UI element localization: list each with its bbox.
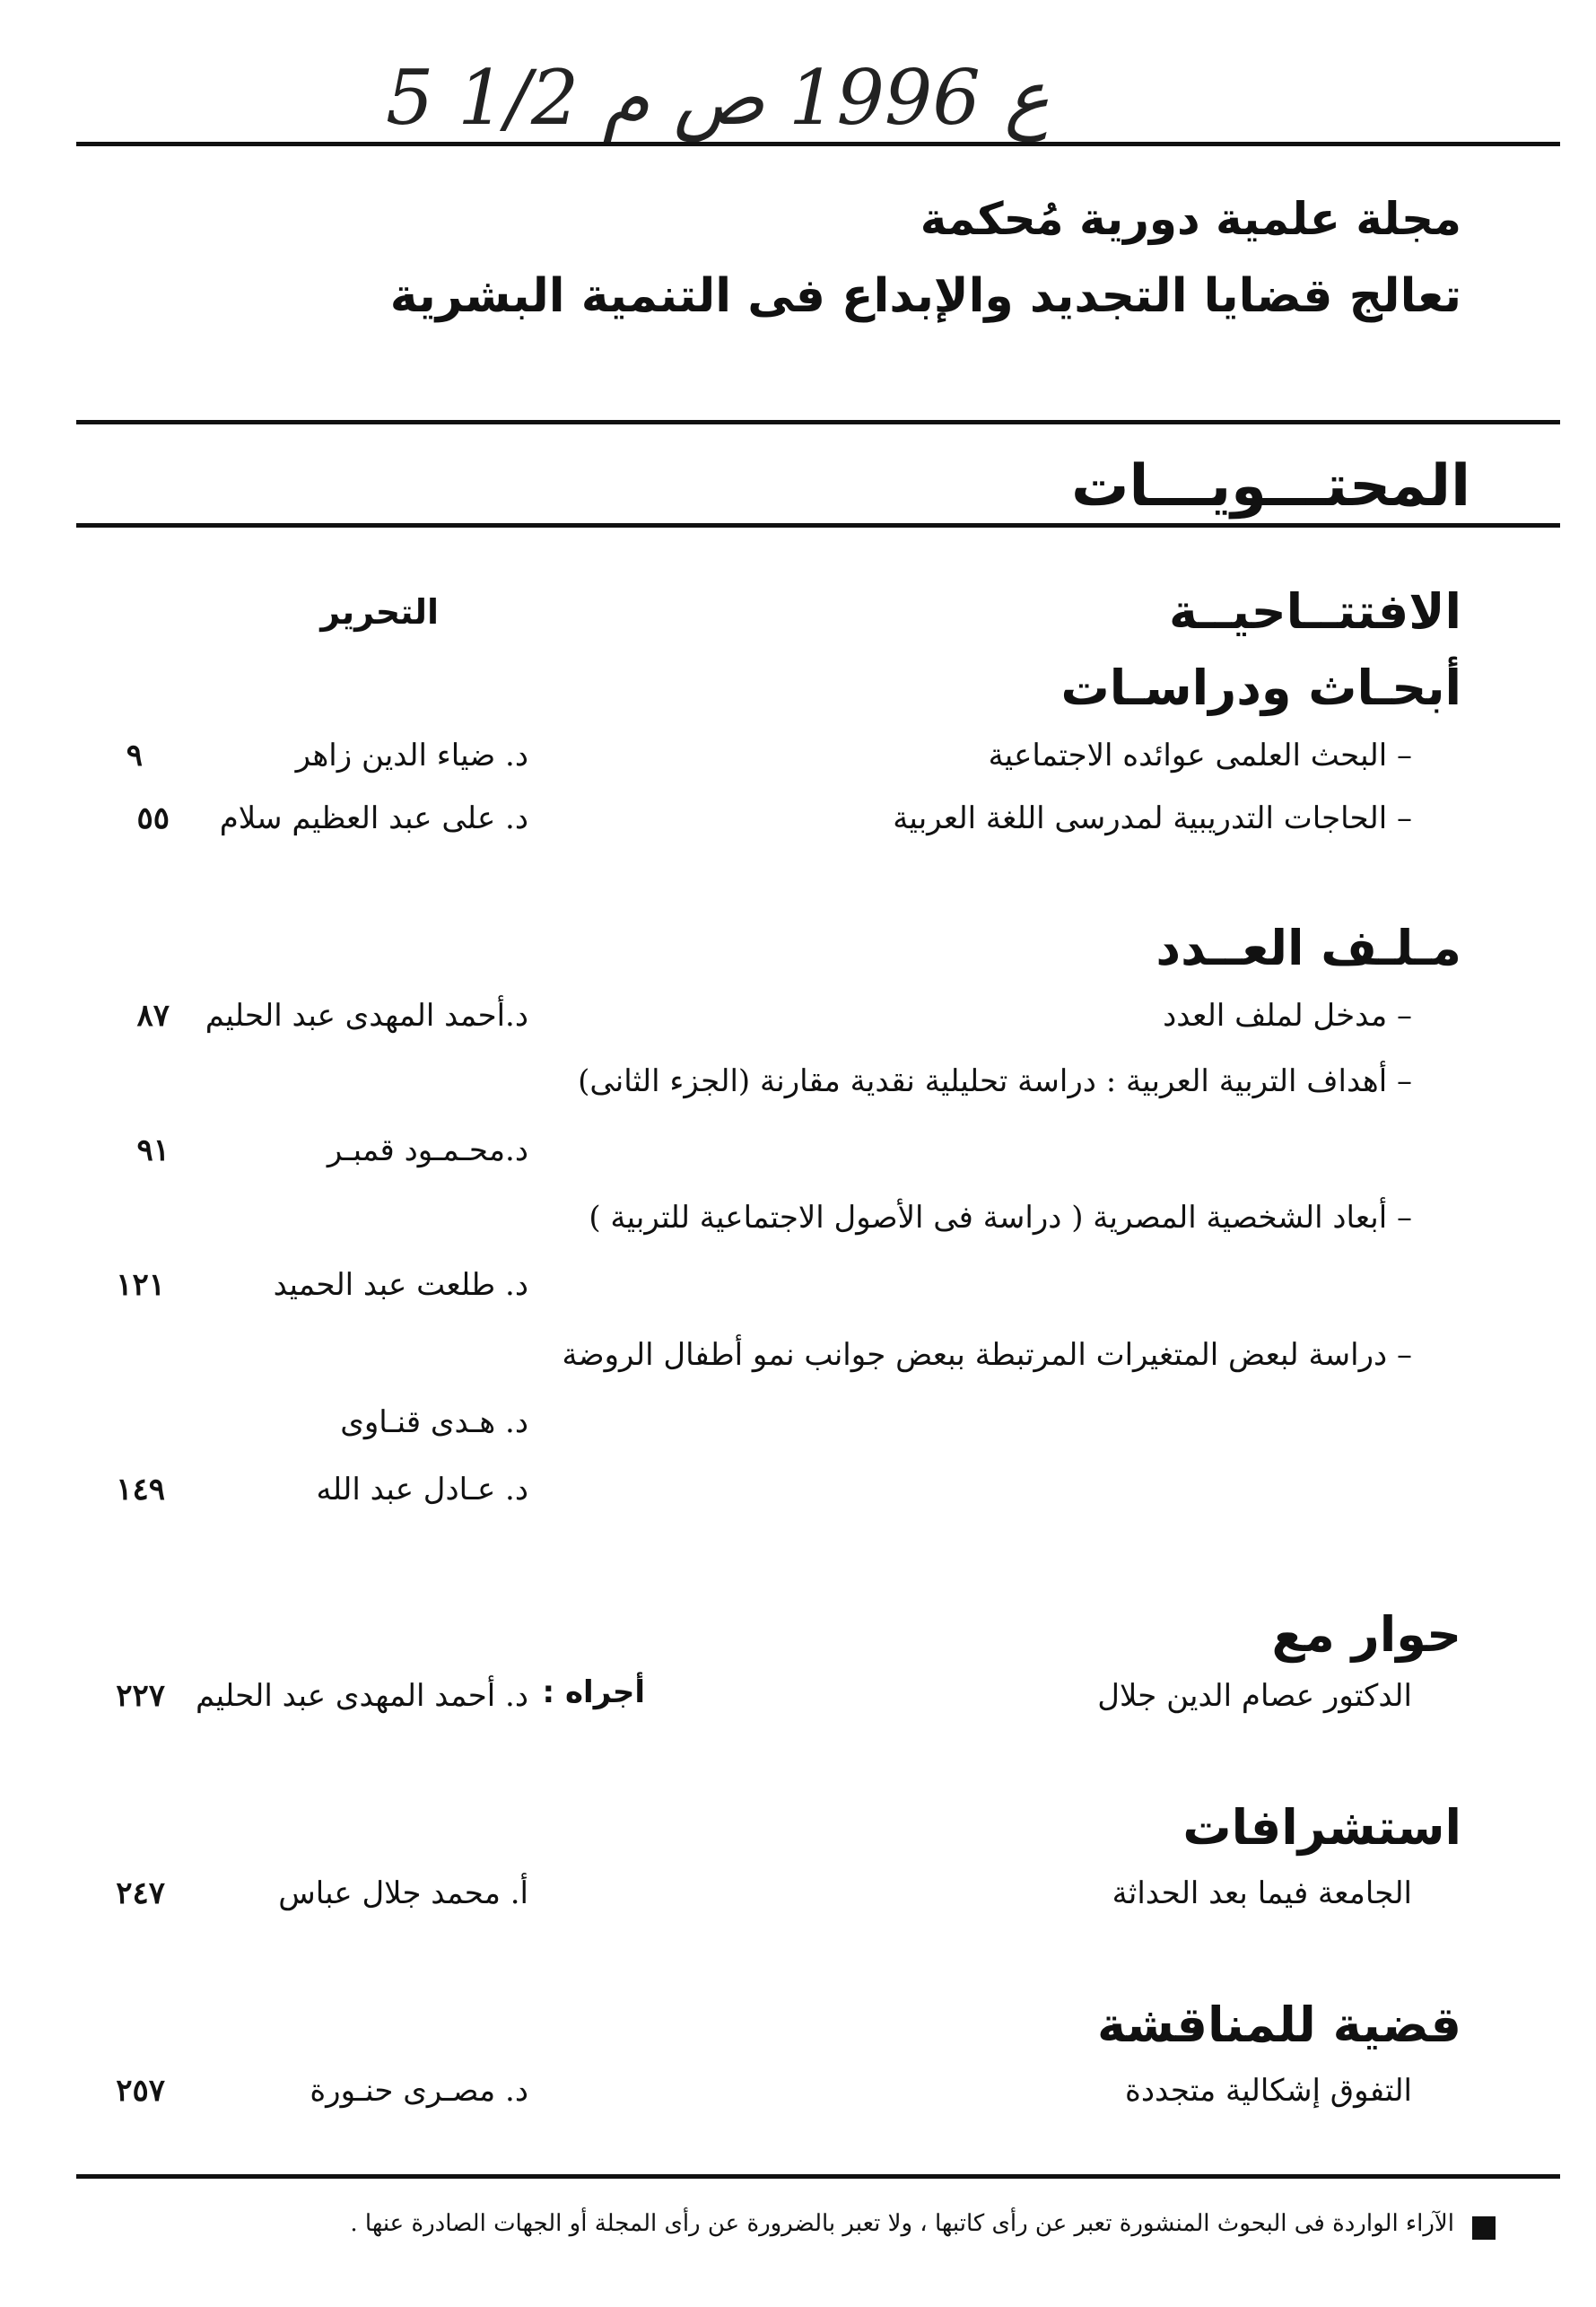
- entry-author: د. عـادل عبد الله: [316, 1472, 528, 1507]
- entry-author: د. مصـرى حنـورة: [310, 2073, 528, 2109]
- contents-heading: المحتـــويـــات: [1071, 453, 1470, 520]
- entry-author: د. هـدى قنـاوى: [340, 1404, 528, 1440]
- section-issue-file: مـلـف العــدد: [1156, 920, 1461, 976]
- square-bullet-icon: [1472, 2216, 1496, 2240]
- entry-title: – الحاجات التدريبية لمدرسى اللغة العربية: [893, 800, 1412, 836]
- section-research: أبحـاث ودراسـات: [1060, 660, 1461, 716]
- editorial-author: التحرير: [320, 592, 439, 632]
- entry-title: – البحث العلمى عوائده الاجتماعية: [988, 738, 1412, 773]
- entry-author: د. طلعت عبد الحميد: [273, 1267, 528, 1303]
- masthead-rule: [76, 420, 1560, 424]
- entry-page: ٩: [126, 738, 143, 773]
- entry-title: – مدخل لملف العدد: [1163, 998, 1412, 1034]
- footer-rule: [76, 2174, 1560, 2179]
- entry-author: أ. محمد جلال عباس: [278, 1875, 528, 1911]
- entry-author: د.أحمد المهدى عبد الحليم: [205, 998, 528, 1034]
- handwritten-note: 5 ع 1996 ص م 1/2: [386, 54, 1050, 142]
- section-editorial: الافتتــاحيــة: [1169, 583, 1461, 640]
- entry-title: – دراسة لبعض المتغيرات المرتبطة ببعض جوانب نمو أطفال الروضة: [562, 1337, 1412, 1373]
- entry-page: ٨٧: [136, 998, 170, 1034]
- entry-page: ٢٤٧: [116, 1875, 165, 1911]
- entry-author: د. أحمد المهدى عبد الحليم: [195, 1678, 528, 1714]
- contents-rule: [76, 523, 1560, 528]
- top-rule: [76, 142, 1560, 146]
- entry-author: د. على عبد العظيم سلام: [219, 800, 528, 836]
- entry-title: الجامعة فيما بعد الحداثة: [1112, 1875, 1412, 1911]
- entry-author: د.محـمـود قمبـر: [327, 1132, 528, 1168]
- entry-title: الدكتور عصام الدين جلال: [1097, 1678, 1412, 1714]
- entry-title: – أهداف التربية العربية : دراسة تحليلية نقدية مقارنة (الجزء الثانى): [578, 1063, 1412, 1099]
- masthead-line2: تعالج قضايا التجديد والإبداع فى التنمية البشرية: [389, 269, 1461, 323]
- entry-page: ٩١: [136, 1132, 170, 1168]
- entry-title: – أبعاد الشخصية المصرية ( دراسة فى الأصول الاجتماعية للتربية ): [589, 1200, 1412, 1236]
- section-interview: حوار مع: [1271, 1606, 1461, 1663]
- entry-page: ١٤٩: [116, 1472, 165, 1507]
- entry-page: ١٢١: [116, 1267, 165, 1303]
- entry-page: ٢٥٧: [116, 2073, 165, 2109]
- section-foresights: استشرافات: [1182, 1799, 1461, 1856]
- footer-note: الآراء الواردة فى البحوث المنشورة تعبر عن رأى كاتبها ، ولا تعبر بالضرورة عن رأى المجلة أو الجهات الصادرة عنها .: [350, 2210, 1454, 2237]
- conducted-by-label: أجراه :: [542, 1674, 645, 1710]
- entry-page: ٢٢٧: [116, 1678, 165, 1714]
- entry-author: د. ضياء الدين زاهر: [295, 738, 528, 773]
- section-discussion: قضية للمناقشة: [1096, 1997, 1461, 2053]
- masthead-line1: مجلة علمية دورية مُحكمة: [920, 193, 1461, 245]
- entry-title: التفوق إشكالية متجددة: [1125, 2073, 1412, 2109]
- entry-page: ٥٥: [136, 800, 170, 836]
